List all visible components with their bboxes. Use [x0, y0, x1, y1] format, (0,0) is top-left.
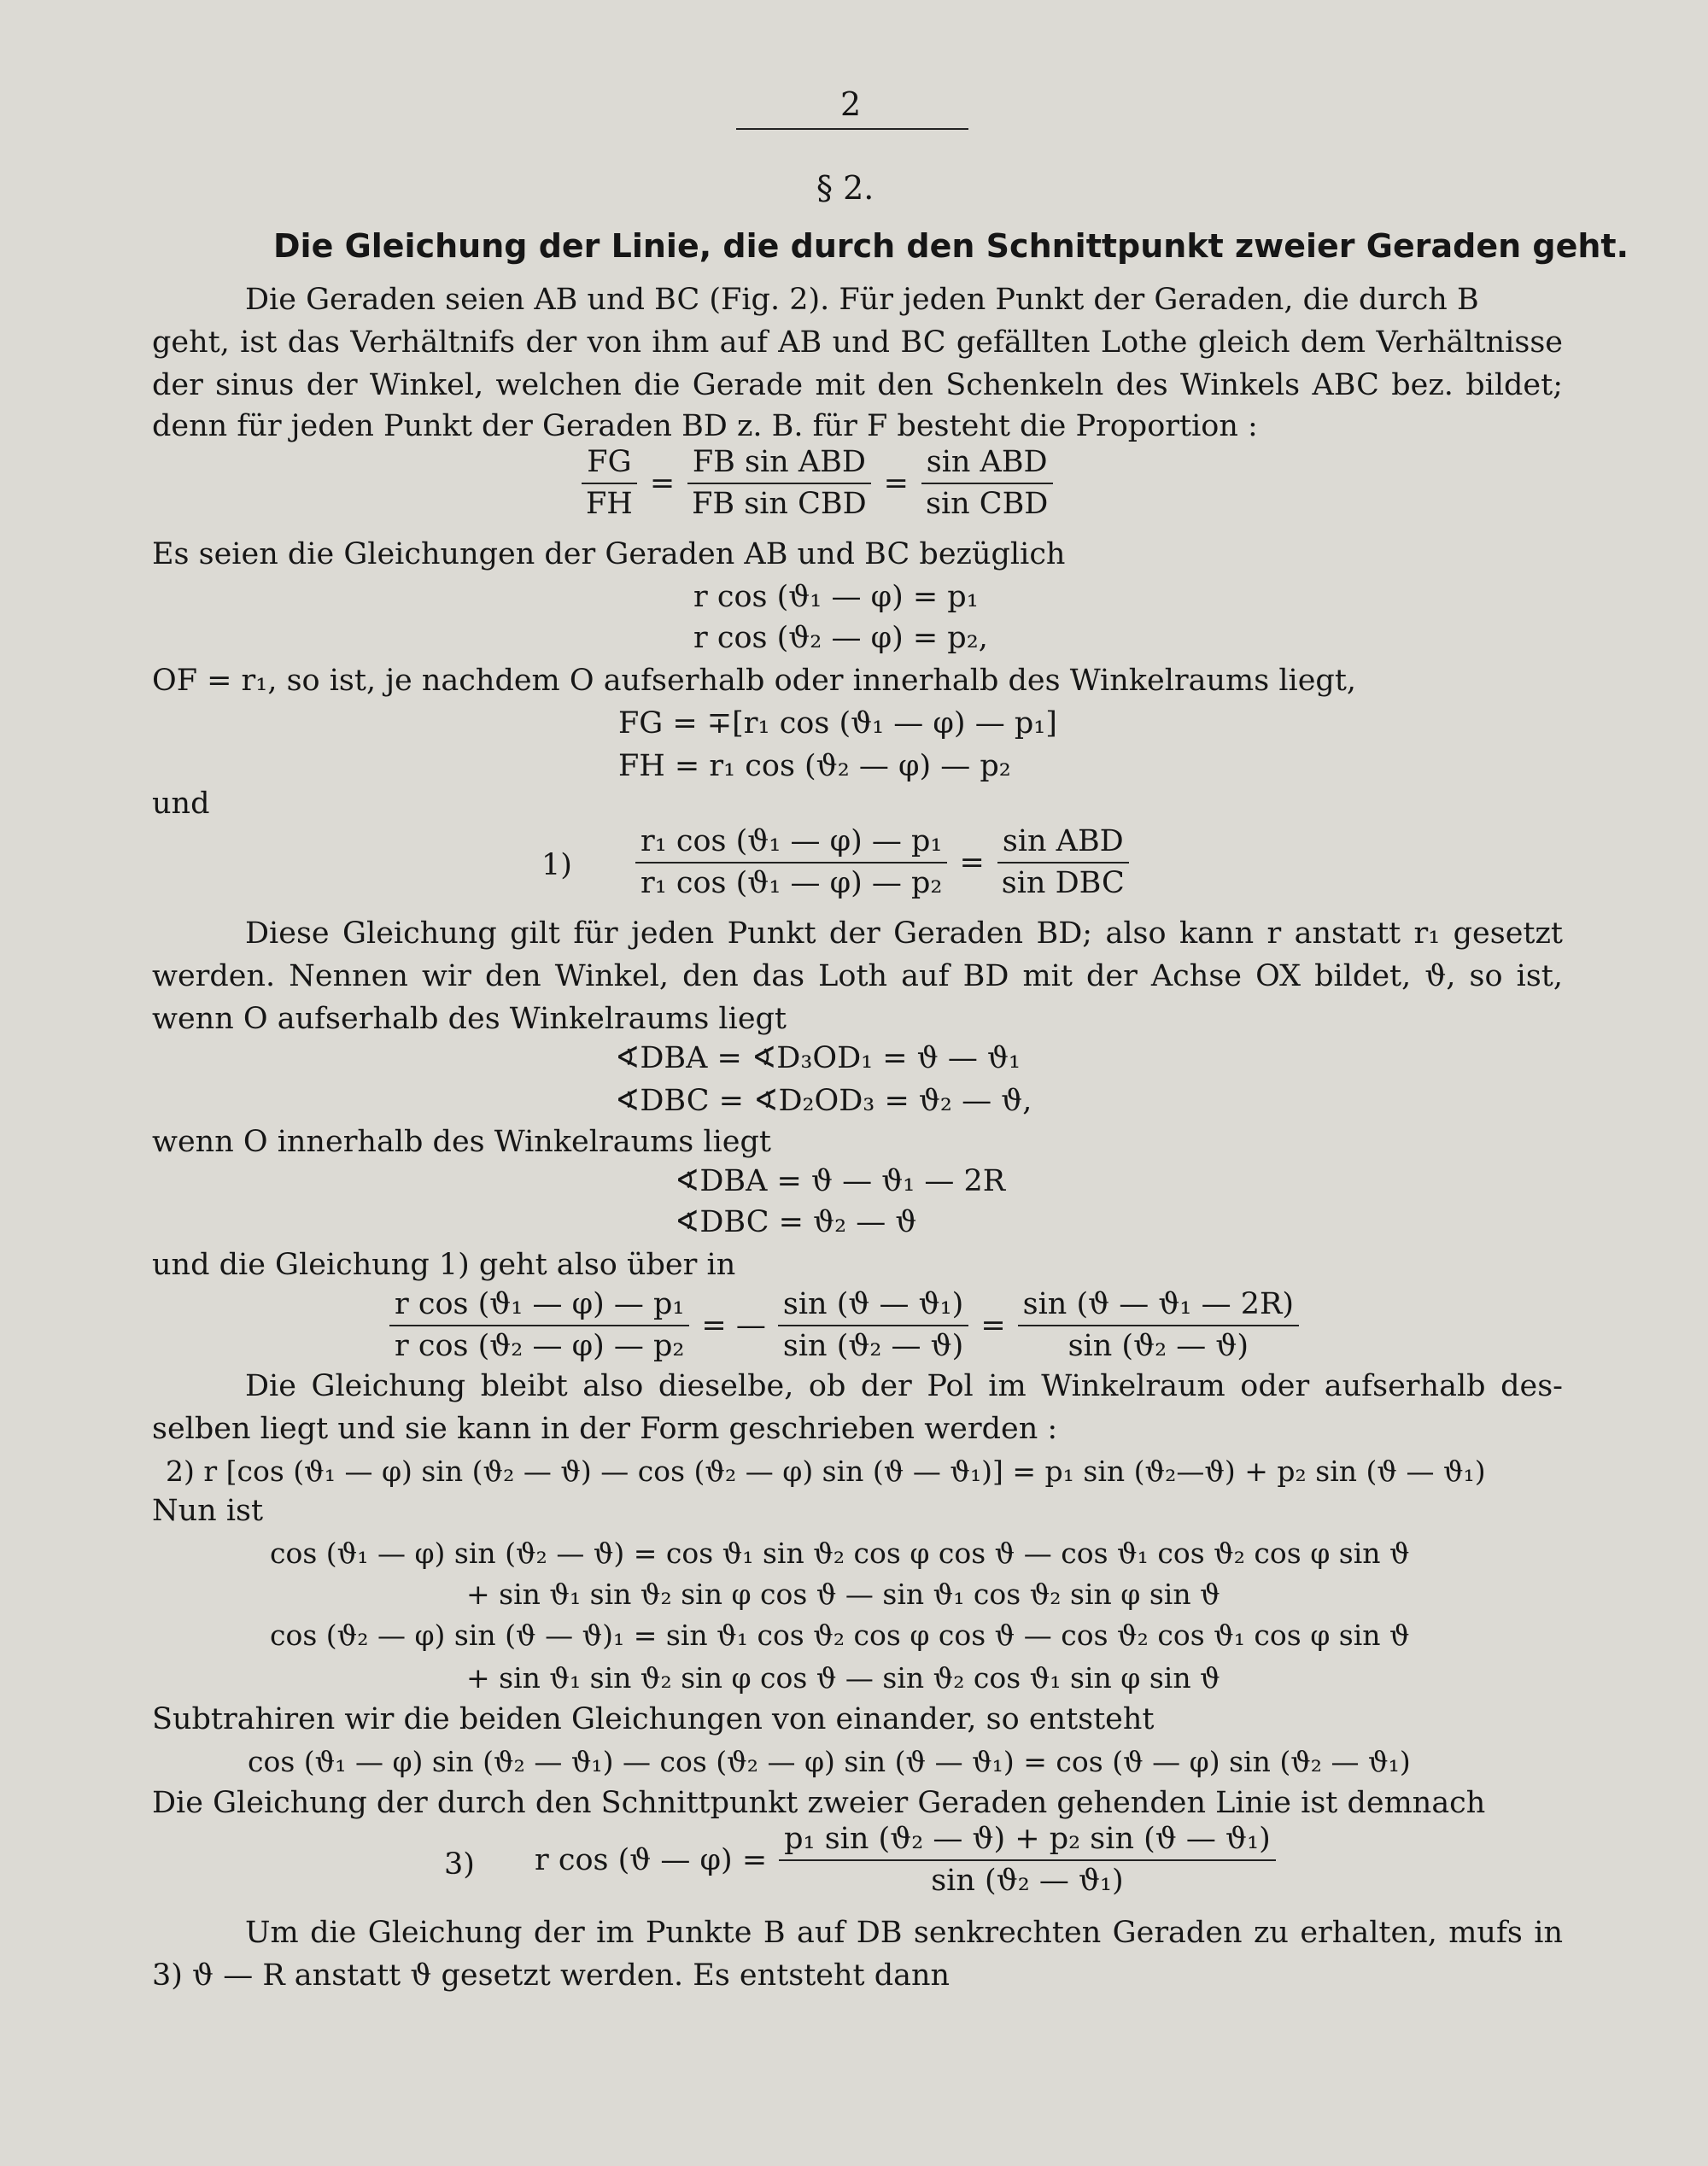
subtraction-result: cos (ϑ₁ — φ) sin (ϑ₂ — ϑ₁) — cos (ϑ₂ — φ) sin (ϑ — ϑ₁) = cos (ϑ — φ) sin (ϑ₂ — ϑ₁): [248, 1745, 1411, 1778]
equals-sign: =: [649, 465, 676, 501]
fraction: [635, 824, 947, 900]
fh-equation: FH = r₁ cos (ϑ₂ — φ) — p₂: [618, 749, 1011, 783]
denominator: r₁ cos (ϑ₁ — φ) — p₂: [640, 866, 943, 900]
denominator: sin (ϑ₂ — ϑ): [782, 1329, 964, 1363]
numerator: sin ABD: [921, 448, 1053, 484]
numerator: sin ABD: [997, 827, 1129, 863]
subtr-line: Subtrahiren wir die beiden Gleichungen von einander, so entsteht: [152, 1702, 1155, 1736]
nun-line: Nun ist: [152, 1494, 264, 1528]
line-equation-ab: r cos (ϑ₁ — φ) = p₁: [693, 580, 979, 614]
para1-line2: geht, ist das Verhältnifs der von ihm auf AB und BC gefällten Lothe gleich dem Verhältnisse: [152, 325, 1563, 360]
numerator: p₁ sin (ϑ₂ — ϑ) + p₂ sin (ϑ — ϑ₁): [779, 1824, 1276, 1861]
denominator: sin (ϑ₂ — ϑ₁): [931, 1864, 1124, 1898]
para4-line2: 3) ϑ — R anstatt ϑ gesetzt werden. Es entsteht dann: [152, 1958, 951, 1993]
numerator: FB sin ABD: [687, 448, 871, 484]
equals-minus-sign: = —: [701, 1308, 766, 1343]
innerhalb-line: wenn O innerhalb des Winkelraums liegt: [152, 1125, 771, 1159]
para3-line1: Die Gleichung bleibt also dieselbe, ob der Pol im Winkelraum oder aufserhalb des-: [245, 1369, 1563, 1403]
fraction: [1018, 1287, 1299, 1363]
denominator: sin CBD: [925, 487, 1049, 521]
angle-dba-outside: ∢DBA = ∢D₃OD₁ = ϑ — ϑ₁: [615, 1041, 1021, 1075]
equals-sign: =: [959, 845, 985, 880]
fraction: [921, 445, 1053, 521]
para1-line4: denn für jeden Punkt der Geraden BD z. B. für F besteht die Proportion :: [152, 409, 1258, 443]
numerator: FG: [582, 448, 636, 484]
equation-3-label: 3): [444, 1847, 475, 1882]
equation-1: [635, 824, 1130, 900]
angle-dbc-outside: ∢DBC = ∢D₂OD₃ = ϑ₂ — ϑ,: [615, 1084, 1032, 1118]
numerator: r₁ cos (ϑ₁ — φ) — p₁: [635, 827, 947, 863]
equation-3: [535, 1824, 1276, 1896]
denominator: r cos (ϑ₂ — φ) — p₂: [395, 1329, 685, 1363]
numerator: r cos (ϑ₁ — φ) — p₁: [389, 1290, 689, 1326]
para2-line2: werden. Nennen wir den Winkel, den das Loth auf BD mit der Achse OX bildet, ϑ, so ist,: [152, 959, 1563, 993]
expansion-2a: cos (ϑ₂ — φ) sin (ϑ — ϑ)₁ = sin ϑ₁ cos ϑ₂ cos φ cos ϑ — cos ϑ₂ cos ϑ₁ cos φ sin ϑ: [270, 1619, 1410, 1652]
proportion-equation: [581, 445, 1053, 521]
fg-equation: FG = ∓[r₁ cos (ϑ₁ — φ) — p₁]: [618, 706, 1057, 741]
denominator: FB sin CBD: [692, 487, 867, 521]
line-equation-bc: r cos (ϑ₂ — φ) = p₂,: [693, 621, 988, 655]
header-rule: [736, 128, 968, 130]
section-title: Die Gleichung der Linie, die durch den Schnittpunkt zweier Geraden geht.: [273, 227, 1629, 265]
fraction: [778, 1287, 968, 1363]
equation-2: 2) r [cos (ϑ₁ — φ) sin (ϑ₂ — ϑ) — cos (ϑ₂ — φ) sin (ϑ — ϑ₁)] = p₁ sin (ϑ₂—ϑ) + p₂ sin (ϑ — ϑ₁): [166, 1455, 1486, 1488]
demnach-line: Die Gleichung der durch den Schnittpunkt zweier Geraden gehenden Linie ist demnach: [152, 1786, 1486, 1820]
seien-line: Es seien die Gleichungen der Geraden AB und BC bezüglich: [152, 537, 1066, 571]
denominator: sin (ϑ₂ — ϑ): [1068, 1329, 1249, 1363]
fraction: [389, 1287, 689, 1363]
fraction: [687, 445, 872, 521]
expansion-1b: + sin ϑ₁ sin ϑ₂ sin φ cos ϑ — sin ϑ₁ cos ϑ₂ sin φ sin ϑ: [466, 1578, 1220, 1611]
page-number: 2: [840, 85, 862, 123]
combined-equation: [389, 1287, 1299, 1363]
uebergang-line: und die Gleichung 1) geht also über in: [152, 1248, 736, 1282]
expansion-2b: + sin ϑ₁ sin ϑ₂ sin φ cos ϑ — sin ϑ₂ cos ϑ₁ sin φ sin ϑ: [466, 1661, 1220, 1695]
fraction: [581, 445, 638, 521]
angle-dbc-inside: ∢DBC = ϑ₂ — ϑ: [675, 1205, 917, 1239]
para2-line3: wenn O aufserhalb des Winkelraums liegt: [152, 1002, 787, 1036]
numerator: sin (ϑ — ϑ₁): [778, 1290, 968, 1326]
para1-line3: der sinus der Winkel, welchen die Gerade mit den Schenkeln des Winkels ABC bez. bildet;: [152, 368, 1563, 402]
denominator: FH: [586, 487, 633, 521]
expansion-1a: cos (ϑ₁ — φ) sin (ϑ₂ — ϑ) = cos ϑ₁ sin ϑ₂ cos φ cos ϑ — cos ϑ₁ cos ϑ₂ cos φ sin ϑ: [270, 1537, 1410, 1570]
fraction: [779, 1824, 1276, 1896]
equals-sign: =: [883, 465, 909, 501]
und-word: und: [152, 787, 210, 821]
para1-line1: Die Geraden seien AB und BC (Fig. 2). Für jeden Punkt der Geraden, die durch B: [245, 283, 1479, 317]
angle-dba-inside: ∢DBA = ϑ — ϑ₁ — 2R: [675, 1164, 1006, 1198]
of-line: OF = r₁, so ist, je nachdem O aufserhalb oder innerhalb des Winkelraums liegt,: [152, 664, 1357, 698]
equation-1-label: 1): [541, 848, 572, 882]
para2-line1: Diese Gleichung gilt für jeden Punkt der Geraden BD; also kann r anstatt r₁ gesetzt: [245, 916, 1563, 951]
para3-line2: selben liegt und sie kann in der Form geschrieben werden :: [152, 1412, 1058, 1446]
numerator: sin (ϑ — ϑ₁ — 2R): [1018, 1290, 1299, 1326]
para4-line1: Um die Gleichung der im Punkte B auf DB senkrechten Geraden zu erhalten, mufs in: [245, 1916, 1563, 1950]
section-heading: § 2.: [816, 169, 874, 207]
equation-3-lhs: r cos (ϑ — φ) =: [535, 1842, 768, 1877]
fraction: [997, 824, 1130, 900]
denominator: sin DBC: [1001, 866, 1125, 900]
equals-sign: =: [980, 1308, 1006, 1343]
